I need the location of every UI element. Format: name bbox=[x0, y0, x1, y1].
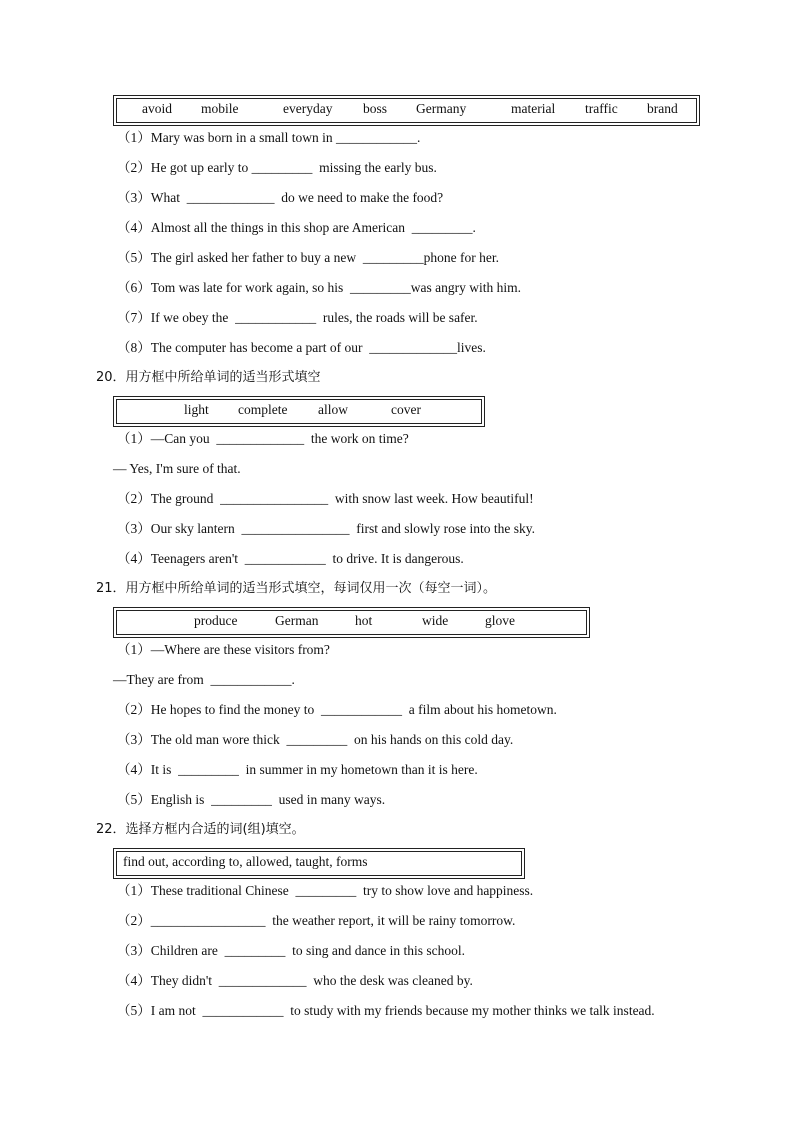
q21-item-5: （5）English is _________ used in many ways. bbox=[117, 792, 386, 807]
q21-item-4: （4）It is _________ in summer in my hometown than it is here. bbox=[117, 762, 478, 777]
q19-box-word: traffic bbox=[585, 101, 618, 116]
q20-item-1-answer: — Yes, I'm sure of that. bbox=[113, 461, 241, 476]
q21-item-3: （3）The old man wore thick _________ on his hands on this cold day. bbox=[117, 732, 514, 747]
q21-word-box bbox=[113, 607, 590, 638]
q22-box-text: find out, according to, allowed, taught, forms bbox=[123, 854, 368, 869]
q19-box-word: mobile bbox=[201, 101, 239, 116]
q20-box-word: complete bbox=[238, 402, 288, 417]
q20-item-2: （2）The ground ________________ with snow last week. How beautiful! bbox=[117, 491, 534, 506]
q19-box-word: boss bbox=[363, 101, 388, 116]
q22-item-1: （1）These traditional Chinese _________ try to show love and happiness. bbox=[117, 883, 534, 898]
q21-item-2: （2）He hopes to find the money to ____________ a film about his hometown. bbox=[117, 702, 557, 717]
q21-box-word: glove bbox=[485, 613, 515, 628]
q19-item-1: （1）Mary was born in a small town in ____________. bbox=[117, 130, 421, 145]
q19-item-5: （5）The girl asked her father to buy a new _________phone for her. bbox=[117, 250, 500, 265]
q22-item-4: （4）They didn't _____________ who the desk was cleaned by. bbox=[117, 973, 473, 988]
q22-item-3: （3）Children are _________ to sing and dance in this school. bbox=[117, 943, 465, 958]
q19-item-4: （4）Almost all the things in this shop are American _________. bbox=[117, 220, 476, 235]
q19-item-2: （2）He got up early to _________ missing the early bus. bbox=[117, 160, 437, 175]
q19-item-8: （8）The computer has become a part of our _____________lives. bbox=[117, 340, 486, 355]
q19-box-word: everyday bbox=[283, 101, 333, 116]
q19-box-word: avoid bbox=[142, 101, 172, 116]
q21-heading: 21．用方框中所给单词的适当形式填空，每词仅用一次（每空一词）。 bbox=[96, 581, 497, 596]
q19-item-7: （7）If we obey the ____________ rules, the roads will be safer. bbox=[117, 310, 478, 325]
q20-box-word: cover bbox=[391, 402, 421, 417]
q19-word-box bbox=[113, 95, 700, 126]
q22-heading: 22．选择方框内合适的词(组)填空。 bbox=[96, 822, 305, 837]
q21-box-word: wide bbox=[422, 613, 449, 628]
q20-heading: 20．用方框中所给单词的适当形式填空 bbox=[96, 370, 321, 385]
q20-box-word: light bbox=[184, 402, 209, 417]
q20-box-word: allow bbox=[318, 402, 348, 417]
q21-item-1-answer: —They are from ____________. bbox=[113, 672, 295, 687]
q20-word-box bbox=[113, 396, 485, 427]
q21-box-word: produce bbox=[194, 613, 238, 628]
q21-box-word: hot bbox=[355, 613, 373, 628]
q20-item-1: （1）—Can you _____________ the work on time? bbox=[117, 431, 409, 446]
q19-box-word: brand bbox=[647, 101, 678, 116]
q21-item-1: （1）—Where are these visitors from? bbox=[117, 642, 330, 657]
q22-item-5: （5）I am not ____________ to study with my friends because my mother thinks we talk instead. bbox=[117, 1003, 655, 1018]
q20-item-3: （3）Our sky lantern ________________ first and slowly rose into the sky. bbox=[117, 521, 535, 536]
q22-word-box bbox=[113, 848, 525, 879]
q19-item-6: （6）Tom was late for work again, so his _________was angry with him. bbox=[117, 280, 521, 295]
q22-item-2: （2）_________________ the weather report, it will be rainy tomorrow. bbox=[117, 913, 516, 928]
q19-box-word: material bbox=[511, 101, 556, 116]
q20-item-4: （4）Teenagers aren't ____________ to drive. It is dangerous. bbox=[117, 551, 464, 566]
q21-box-word: German bbox=[275, 613, 319, 628]
q19-box-word: Germany bbox=[416, 101, 467, 116]
q19-item-3: （3）What _____________ do we need to make the food? bbox=[117, 190, 444, 205]
